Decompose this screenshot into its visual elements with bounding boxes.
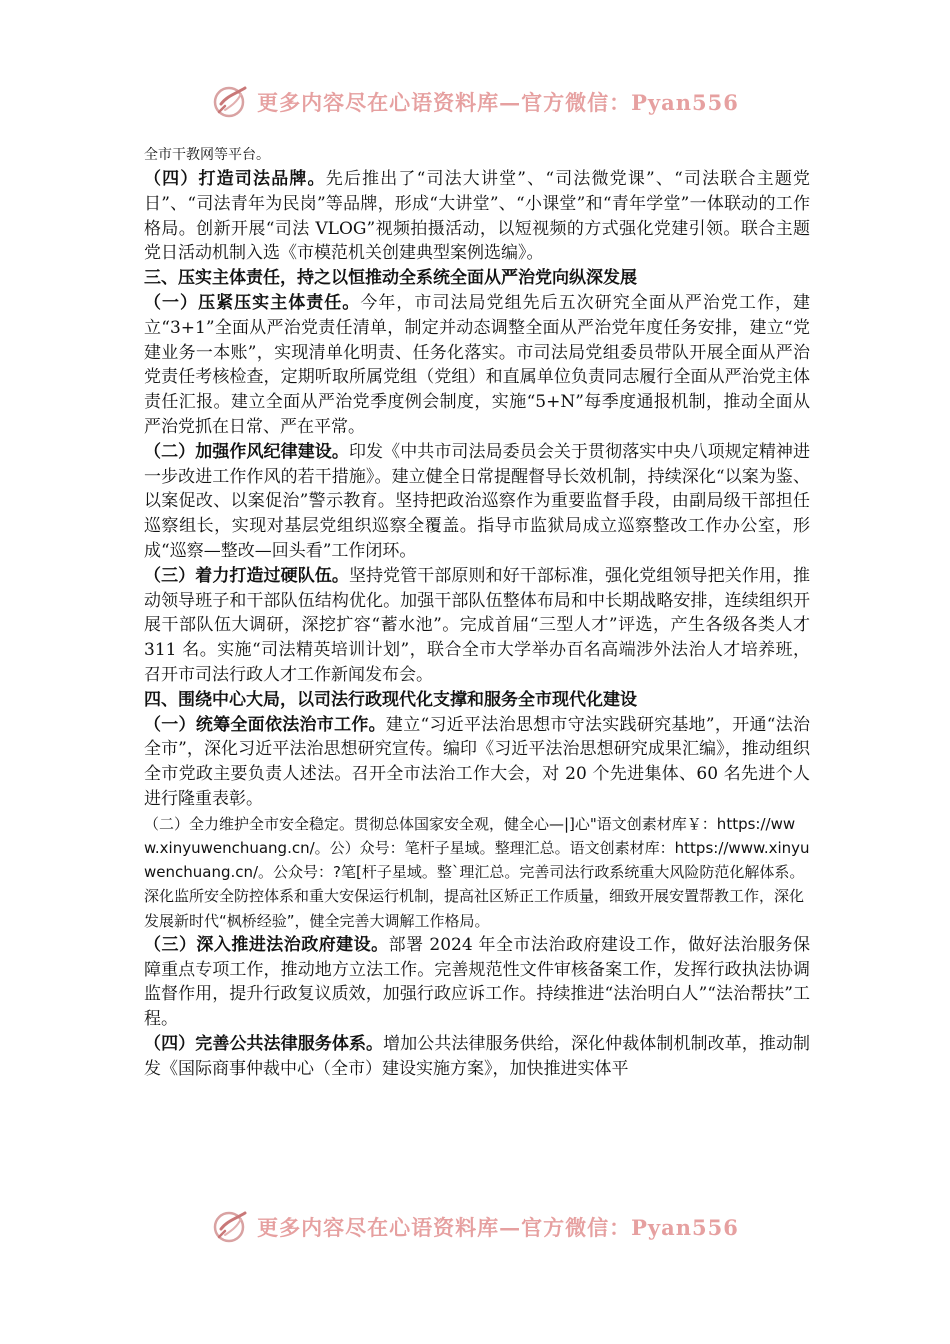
paragraph-text: 增加公共法律服务供给，深化仲裁体制机制改革，推动制发《国际商事仲裁中心（全市）建设实施方案》，加快推进实体平	[144, 1033, 811, 1079]
paragraph-7	[144, 713, 810, 812]
paragraph-text: 今年，市司法局党组先后五次研究全面从严治党工作，建立“3+1”全面从严治党责任清单，制定并动态调整全面从严治党年度任务安排，建立“党建业务一本账”，实现清单化明责、任务化落实。市司法局党组委员带队开展全面从严治党责任考核检查，定期听取所属党组（党组）和直属单位负责同志履行全面从严治党主体责任汇报。建立全面从严治党季度例会制度，实施“5+N”每季度通报机制，推动全面从严治党抓在日常、严在平常。	[144, 292, 811, 437]
paragraph-lead: （二）加强作风纪律建设。	[144, 441, 349, 462]
paragraph-lead: （四）完善公共法律服务体系。	[144, 1033, 384, 1054]
paragraph-8: （二）全力维护全市安全稳定。贯彻总体国家安全观，健全心—|]心"语文创素材库￥：https://www.xinyuwenchuang.cn/。公）众号：笔杆子星域。整理汇总。语文创素材库：https://www.xinyuwenchuang.cn/。公众号：?笔[杆子星域。整`理汇总。完善司法行政系统重大风险防范化解体系。深化监所安全防控体系和重大安保运行机制，提高社区矫正工作质量，细致开展安置帮教工作，深化发展新时代“枫桥经验”，健全完善大调解工作格局。	[144, 814, 810, 930]
paragraph-text: 建立“习近平法治思想市守法实践研究基地”，开通“法治全市”，深化习近平法治思想研究宣传。编印《习近平法治思想研究成果汇编》，推动组织全市党政主要负责人述法。召开全市法治工作大会，对 20 个先进集体、60 名先进个人进行隆重表彰。	[144, 714, 810, 809]
paragraph-10	[144, 1032, 810, 1082]
paragraph-1	[144, 167, 810, 266]
paragraph-9	[144, 933, 810, 1032]
document-body	[144, 143, 810, 1082]
paragraph-5	[144, 564, 810, 688]
paragraph-4	[144, 440, 810, 564]
paragraph-text: 部署 2024 年全市法治政府建设工作，做好法治服务保障重点专项工作，推动地方立法工作。完善规范性文件审核备案工作，发挥行政执法协调监督作用，提升行政复议质效，加强行政应诉工作。持续推进“法治明白人”“法治帮扶”工程。	[144, 934, 811, 1030]
paragraph-lead: （四）打造司法品牌。	[144, 169, 326, 189]
brush-logo-icon	[211, 82, 251, 122]
paragraph-text: 印发《中共市司法局委员会关于贯彻落实中央八项规定精神进一步改进工作作风的若干措施》。建立健全日常提醒督导长效机制，持续深化“以案为鉴、以案促改、以案促治”警示教育。坚持把政治巡察作为重要监督手段，由副局级干部担任巡察组长，实现对基层党组织巡察全覆盖。指导市监狱局成立巡察整改工作办公室，形成“巡察—整改—回头看”工作闭环。	[144, 441, 811, 561]
paragraph-text: 坚持党管干部原则和好干部标准，强化党组领导把关作用，推动领导班子和干部队伍结构优化。加强干部队伍整体布局和中长期战略安排，连续组织开展干部队伍大调研，深挖扩容“蓄水池”。完成首届“三型人才”评选，产生各级各类人才 311 名。实施“司法精英培训计划”，联合全市大学举办百名高端涉外法治人才培养班，召开市司法行政人才工作新闻发布会。	[144, 565, 811, 685]
section-heading-4: 四、围绕中心大局，以司法行政现代化支撑和服务全市现代化建设	[144, 689, 637, 710]
header-banner	[0, 80, 950, 124]
paragraph-text: 先后推出了“司法大讲堂”、“司法微党课”、“司法联合主题党日”、“司法青年为民岗”等品牌，形成“大讲堂”、“小课堂”和“青年学堂”一体联动的工作格局。创新开展“司法 VLOG”视频拍摄活动，以短视频的方式强化党建引领。联合主题党日活动机制入选《市模范机关创建典型案例选编》。	[144, 169, 810, 264]
paragraph-3	[144, 291, 810, 440]
footer-banner	[0, 1205, 950, 1249]
paragraph-lead: （一）压紧压实主体责任。	[144, 292, 361, 313]
brush-logo-icon	[211, 1207, 251, 1247]
paragraph-0: 全市干教网等平台。	[144, 147, 270, 163]
paragraph-lead: （一）统筹全面依法治市工作。	[144, 714, 386, 735]
banner-text: 更多内容尽在心语资料库—官方微信：Pyan556	[257, 90, 739, 115]
section-heading-3: 三、压实主体责任，持之以恒推动全系统全面从严治党向纵深发展	[144, 268, 637, 289]
paragraph-lead: （三）着力打造过硬队伍。	[144, 565, 349, 586]
banner-text: 更多内容尽在心语资料库—官方微信：Pyan556	[257, 1215, 739, 1240]
paragraph-lead: （三）深入推进法治政府建设。	[144, 934, 389, 955]
